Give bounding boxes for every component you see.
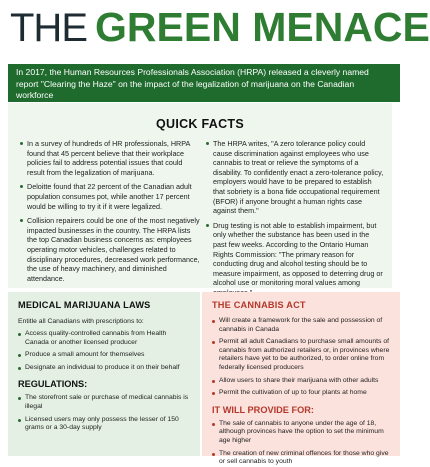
medical-marijuana-panel — [8, 292, 200, 456]
medical-heading: MEDICAL MARIJUANA LAWS — [18, 300, 151, 310]
medical-item: Produce a small amount for themselves — [18, 351, 190, 360]
cannabis-act-panel — [202, 292, 400, 466]
title-main: GREEN MENACE — [95, 4, 430, 50]
cannabis-act-heading: THE CANNABIS ACT — [212, 300, 306, 310]
provide-heading: IT WILL PROVIDE FOR: — [212, 404, 314, 415]
quick-facts-panel — [8, 103, 392, 288]
regulation-item: The storefront sale or purchase of medical cannabis is illegal — [18, 394, 190, 411]
cannabis-act-item: Will create a framework for the sale and possession of cannabis in Canada — [212, 317, 390, 334]
medical-lead: Entitle all Canadians with prescriptions to: — [18, 318, 144, 325]
provide-item: The sale of cannabis to anyone under the age of 18, although provinces have the option to set the minimum age higher — [212, 420, 390, 446]
regulation-item: Licensed users may only possess the lesser of 150 grams or a 30-day supply — [18, 416, 190, 433]
quick-fact-item: Collision repairers could be one of the most negatively impacted businesses in the country. The HRPA lists the top Canadian business concerns as: employees operating motor vehicles, challenges related to disciplinary procedures, decreased work performance, the use of heavy machinery, and diminished attendance. — [20, 216, 200, 283]
quick-facts-right-column — [206, 139, 384, 303]
quick-fact-item: In a survey of hundreds of HR professionals, HRPA found that 45 percent believe that their workplace policies fail to address potential issues that could result from the legalization of marijuana. — [20, 139, 200, 177]
medical-item: Access quality-controlled cannabis from Health Canada or another licensed producer — [18, 330, 190, 347]
title-prefix: THE — [10, 6, 87, 50]
cannabis-act-item: Allow users to share their marijuana with other adults — [212, 377, 390, 386]
quick-facts-heading: QUICK FACTS — [155, 117, 245, 131]
quick-fact-item: Drug testing is not able to establish impairment, but only whether the substance has been used in the past few weeks. According to the Ontario Human Rights Commission: "The primary reason for conducting drug and alcohol testing should be to measure impairment, as opposed to deterring drug or alcohol use or monitoring moral values among — [206, 221, 384, 298]
page-title — [10, 4, 430, 60]
regulations-heading: REGULATIONS: — [18, 379, 88, 390]
quick-fact-item: The HRPA writes, "A zero tolerance policy could cause discrimination against employees who use cannabis to treat or relieve the symptoms of a disability. To confidently enact a zero-tolerance policy, employers would have to be prepared to establish that sobriety is a bona fide occupational requirement (BFOR) if anyone brought a human rights case against them." — [206, 139, 384, 216]
intro-banner: In 2017, the Human Resources Professionals Association (HRPA) released a cleverly named report "Clearing the Haze" on the impact of the legalization of marijuana on the Canadian workforce — [8, 64, 400, 102]
cannabis-act-item: Permit all adult Canadians to purchase small amounts of cannabis from authorized retailers or, in provinces where retailers have yet to be authorized, to order online from federally licensed producers — [212, 338, 390, 372]
cannabis-act-item: Permit the cultivation of up to four plants at home — [212, 389, 390, 398]
quick-fact-item: Deloitte found that 22 percent of the Canadian adult population consumes pot, while another 17 percent would be willing to try it if it were legalized. — [20, 182, 200, 211]
quick-facts-left-column — [20, 139, 200, 288]
medical-item: Designate an individual to produce it on their behalf — [18, 364, 190, 373]
provide-item: The creation of new criminal offences for those who give or sell cannabis to youth — [212, 450, 390, 467]
